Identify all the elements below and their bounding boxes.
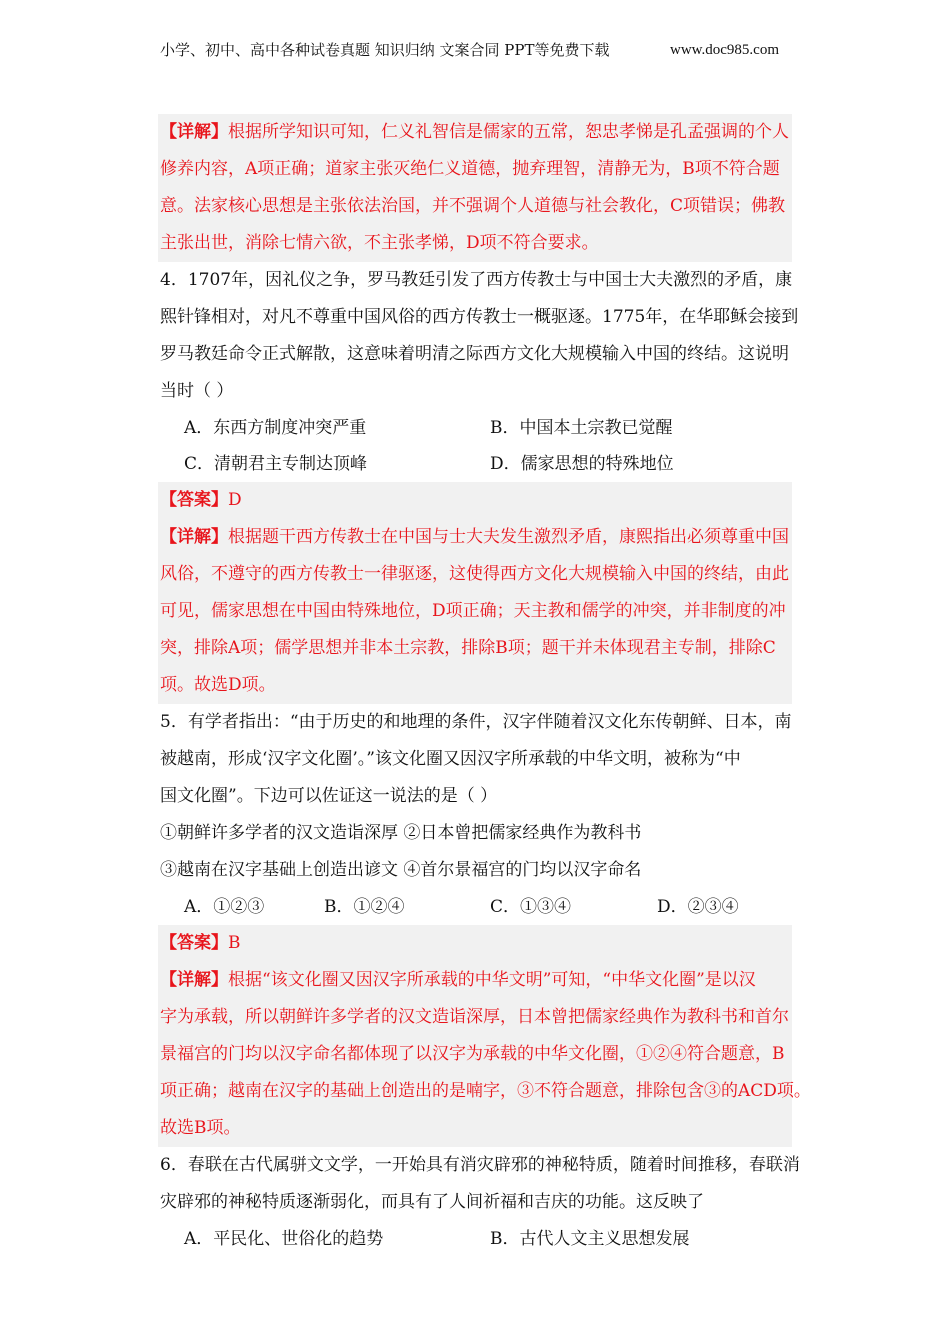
q4-option-c: C．清朝君主专制达顶峰: [184, 454, 368, 474]
q6-option-b: B．古代人文主义思想发展: [490, 1229, 690, 1249]
q4-option-d: D．儒家思想的特殊地位: [490, 454, 674, 474]
q3-detail-line-1: 根据所学知识可知，仁义礼智信是儒家的五常，恕忠孝悌是孔孟强调的个人: [228, 122, 789, 142]
q3-detail-block: [158, 114, 792, 262]
document-body: [160, 114, 811, 1257]
header-site: www.doc985.com: [670, 42, 780, 58]
q6-option-a: A．平民化、世俗化的趋势: [184, 1229, 384, 1249]
q4-options-row-1: [160, 410, 792, 446]
q4-stem-line: 当时（ ）: [160, 381, 234, 401]
q4-stem-line: 4．1707年，因礼仪之争，罗马教廷引发了西方传教士与中国士大夫激烈的矛盾，康: [160, 270, 793, 290]
q5-statement-line: ③越南在汉字基础上创造出谚文 ④首尔景福宫的门均以汉字命名: [160, 860, 642, 880]
question-5: [160, 704, 792, 925]
q3-detail-line: 意。法家核心思想是主张依法治国，并不强调个人道德与社会教化，C项错误；佛教: [160, 196, 786, 216]
q5-option-c: C．①③④: [490, 897, 572, 917]
q4-detail-line-1: 根据题干西方传教士在中国与士大夫发生激烈矛盾，康熙指出必须尊重中国: [228, 527, 789, 547]
question-6: [160, 1147, 800, 1257]
q5-option-d: D．②③④: [657, 897, 739, 917]
q5-detail-line: 景福宫的门均以汉字命名都体现了以汉字为承载的中华文化圈，①②④符合题意，B: [160, 1044, 785, 1064]
q5-detail-line: 【详解】根据“该文化圈又因汉字所承载的中华文明”可知，“中华文化圈”是以汉: [160, 970, 756, 990]
q5-stem-line: 国文化圈”。下边可以佐证这一说法的是（ ）: [160, 786, 498, 806]
q5-stem-line: 被越南，形成‘汉字文化圈’。”该文化圈又因汉字所承载的中华文明，被称为“中: [160, 749, 741, 769]
q6-stem-line: 6．春联在古代属骈文文学，一开始具有消灾辟邪的神秘特质，随着时间推移，春联消: [160, 1155, 800, 1175]
q3-detail-line: 修养内容，A项正确；道家主张灭绝仁义道德，抛弃理智，清静无为，B项不符合题: [160, 159, 780, 179]
q5-stem-line: 5．有学者指出：“由于历史的和地理的条件，汉字伴随着汉文化东传朝鲜、日本，南: [160, 712, 792, 732]
q4-stem-line: 罗马教廷命令正式解散，这意味着明清之际西方文化大规模输入中国的终结。这说明: [160, 344, 789, 364]
q5-detail-line: 项正确；越南在汉字的基础上创造出的是喃字，③不符合题意，排除包含③的ACD项。: [160, 1081, 811, 1101]
q4-answer-value: D: [228, 490, 242, 510]
page-header: [160, 38, 800, 62]
q4-detail-line: 风俗，不遵守的西方传教士一律驱逐，这使得西方文化大规模输入中国的终结，由此: [160, 564, 789, 584]
q4-option-a: A．东西方制度冲突严重: [184, 418, 367, 438]
q5-option-a: A．①②③: [184, 897, 265, 917]
q5-answer-label: 【答案】: [160, 933, 228, 953]
q4-option-b: B．中国本土宗教已觉醒: [490, 418, 673, 438]
q5-option-b: B．①②④: [324, 897, 405, 917]
q5-answer-block: [158, 925, 811, 1147]
q4-answer: [160, 482, 792, 519]
q4-detail-line: 项。故选D项。: [160, 675, 276, 695]
q4-detail-line: 可见，儒家思想在中国由特殊地位，D项正确；天主教和儒学的冲突，并非制度的冲: [160, 601, 786, 621]
q4-options-row-2: [160, 446, 792, 482]
q5-detail-line: 故选B项。: [160, 1118, 241, 1138]
q3-detail-line: 【详解】根据所学知识可知，仁义礼智信是儒家的五常，恕忠孝悌是孔孟强调的个人: [160, 122, 789, 142]
q3-detail-line: 主张出世，消除七情六欲，不主张孝悌，D项不符合要求。: [160, 233, 599, 253]
q4-stem-line: 熙针锋相对，对凡不尊重中国风俗的西方传教士一概驱逐。1775年，在华耶稣会接到: [160, 307, 799, 327]
q4-answer-block: [158, 482, 792, 704]
q5-answer-value: B: [228, 933, 241, 953]
q4-answer-label: 【答案】: [160, 490, 228, 510]
q5-options-row: [160, 889, 792, 925]
q6-options-row-1: [160, 1221, 792, 1257]
q5-answer: [160, 925, 792, 962]
q5-statement-line: ①朝鲜许多学者的汉文造诣深厚 ②日本曾把儒家经典作为教科书: [160, 823, 642, 843]
header-text: 小学、初中、高中各种试卷真题 知识归纳 文案合同 PPT等免费下载: [160, 41, 610, 59]
q5-detail-line: 字为承载，所以朝鲜许多学者的汉文造诣深厚，日本曾把儒家经典作为教科书和首尔: [160, 1007, 789, 1027]
question-4: [160, 262, 799, 482]
q4-detail-line: 【详解】根据题干西方传教士在中国与士大夫发生激烈矛盾，康熙指出必须尊重中国: [160, 527, 789, 547]
q4-detail-line: 突，排除A项；儒学思想并非本土宗教，排除B项；题干并未体现君主专制，排除C: [160, 638, 776, 658]
q6-stem-line: 灾辟邪的神秘特质逐渐弱化，而具有了人间祈福和吉庆的功能。这反映了: [160, 1192, 704, 1212]
q5-detail-line-1: 根据“该文化圈又因汉字所承载的中华文明”可知，“中华文化圈”是以汉: [228, 970, 756, 990]
